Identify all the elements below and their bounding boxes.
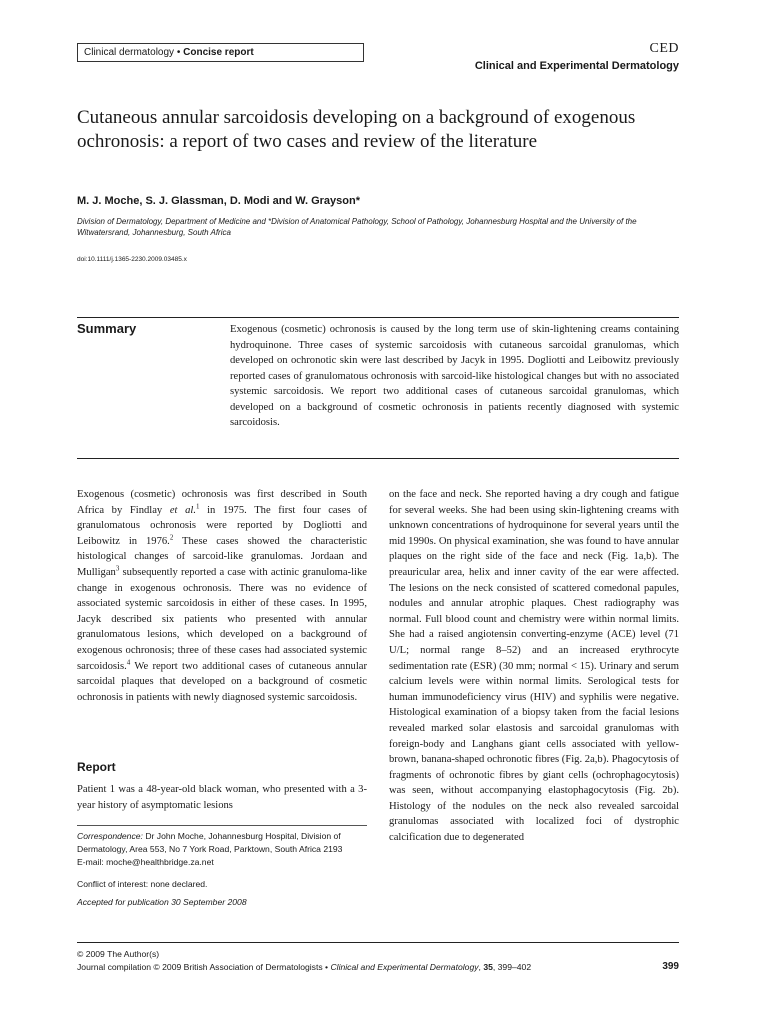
article-affiliation: Division of Dermatology, Department of Medicine and *Division of Anatomical Pathology, School of Pathology, Johannesburg Hospital and the University of the Witwatersrand, Johannesburg, South Africa: [77, 217, 637, 237]
ref-3: 3: [115, 564, 120, 573]
copyright-separator: ,: [478, 962, 484, 972]
article-doi: doi:10.1111/j.1365-2230.2009.03485.x: [77, 256, 187, 263]
ref-1: 1: [196, 502, 200, 511]
section-type: Concise report: [183, 47, 254, 58]
summary-text: Exogenous (cosmetic) ochronosis is caused by the long term use of skin-lightening creams containing hydroquinone. Three cases of systemic sarcoidosis with cutaneous sarcoidal granulomas, which developed on ochronotic skin were last described by Jacyk in 1995. Dogliotti and Leibowitz previously reported cases of granulomatous ochronosis with sarcoid-like histological changes but with no associated systemic sarcoidosis. We report two additional cases of cutaneous sarcoidal granulomas, which developed on a background of cosmetic ochronosis in patients recently diagnosed with systemic sarcoidosis.: [230, 324, 679, 428]
intro-text-a: Exogenous (cosmetic) ochronosis was first described in South Africa by Findlay: [77, 489, 367, 516]
ref-2: 2: [169, 533, 174, 542]
article-authors: M. J. Moche, S. J. Glassman, D. Modi and W. Grayson*: [77, 195, 361, 207]
journal-abbreviation: CED: [649, 41, 679, 56]
intro-paragraph: [77, 487, 367, 705]
article-title: Cutaneous annular sarcoidosis developing on a background of exogenous ochronosis: a report of two cases and review of the literature: [77, 107, 636, 152]
accepted-date: Accepted for publication 30 September 2008: [77, 897, 247, 907]
correspondence-address: Dr John Moche, Johannesburg Hospital, Division of Dermatology, Area 553, No 7 York Road, Parktown, South Africa 2193: [77, 831, 343, 854]
copyright-volume: 35: [483, 962, 493, 972]
conflict-of-interest: Conflict of interest: none declared.: [77, 879, 208, 889]
intro-text-e: We report two additional cases of cutaneous annular sarcoidal plaques that developed on a background of cosmetic ochronosis in patients with newly diagnosed systemic sarcoidosis.: [77, 660, 367, 703]
copyright-compilation: Journal compilation © 2009 British Association of Dermatologists: [77, 962, 323, 972]
report-heading: Report: [77, 760, 116, 774]
copyright-bullet: •: [322, 962, 331, 972]
copyright-notice: [77, 948, 531, 974]
summary-bottom-rule: [77, 458, 679, 459]
report-paragraph: Patient 1 was a 48-year-old black woman, who presented with a 3-year history of asymptomatic lesions: [77, 784, 367, 811]
correspondence-email: E-mail: moche@healthbridge.za.net: [77, 857, 214, 867]
intro-text-c: These cases showed the characteristic histological changes of sarcoid-like granulomas. Jordaan and Mulligan: [77, 535, 367, 578]
copyright-journal: Clinical and Experimental Dermatology: [330, 962, 479, 972]
ref-4: 4: [126, 658, 131, 666]
intro-text-b: in 1975. The first four cases of granulomatous ochronosis were reported by Dogliotti and Leibowitz in 1976.: [77, 504, 367, 547]
copyright-line-1: © 2009 The Author(s): [77, 949, 160, 959]
footer-rule: [77, 942, 679, 943]
intro-et-al: et al.: [169, 504, 196, 516]
page-number: 399: [662, 961, 679, 972]
footnote-rule: [77, 825, 367, 826]
correspondence-label: Correspondence:: [77, 831, 143, 841]
case-report-paragraph: on the face and neck. She reported having a dry cough and fatigue for several weeks. She had been using skin-lightening creams with unknown concentrations of hydroquinone for several years until the mid 1990s. On physical examination, she was found to have annular plaques on the right side of the face and neck (Fig. 1a,b). The preauricular area, helix and inner cavity of the ear were affected. The lesions on the neck consisted of scattered comedonal papules, nodules and annular atrophic plaques. Chest radiography was normal. Full blood count and chemistry were within normal limits. She had a raised angiotensin converting-enzyme (ACE) level (71 U/L; normal range 8–52) and an increased erythrocyte sedimentation rate (ESR) (30 mm; normal < 15). Urinary and serum calcium levels were within normal limits. Serological tests for human immunodeficiency virus (HIV) and syphilis were negative. Histological examination of a biopsy taken from the facial lesions revealed marked solar elastosis and sarcoidal granulomas with foreign-body and Langhans giant cells associated with yellow-brown, banana-shaped ochronotic fibres (Fig. 2a,b). Phagocytosis of fragments of ochronotic fibres by giant cells (ochrophagocytosis) was seen, without accompanying elastophagocytosis (Fig. 2b). Histology of the nodules on the neck also revealed sarcoidal granulomas associated with localized foci of dystrophic calcification due to degenerated: [389, 489, 679, 844]
journal-name: Clinical and Experimental Dermatology: [474, 60, 679, 72]
section-label-box: [77, 43, 364, 62]
summary-heading: Summary: [77, 321, 137, 336]
intro-text-d: subsequently reported a case with actinic granuloma-like change in exogenous ochronosis. There was no evidence of associated systemic sarcoidosis in either of these cases. In 1995, Jacyk described six patients who presented with annular granulomatous lesions, which developed on a background of exogenous ochronosis; three of these cases had associated systemic sarcoidosis.: [77, 566, 367, 672]
copyright-pages: , 399–402: [492, 962, 532, 972]
correspondence-note: [77, 830, 367, 869]
summary-top-rule: [77, 317, 679, 318]
section-bullet: •: [176, 47, 181, 58]
section-label: Clinical dermatology: [84, 47, 175, 58]
